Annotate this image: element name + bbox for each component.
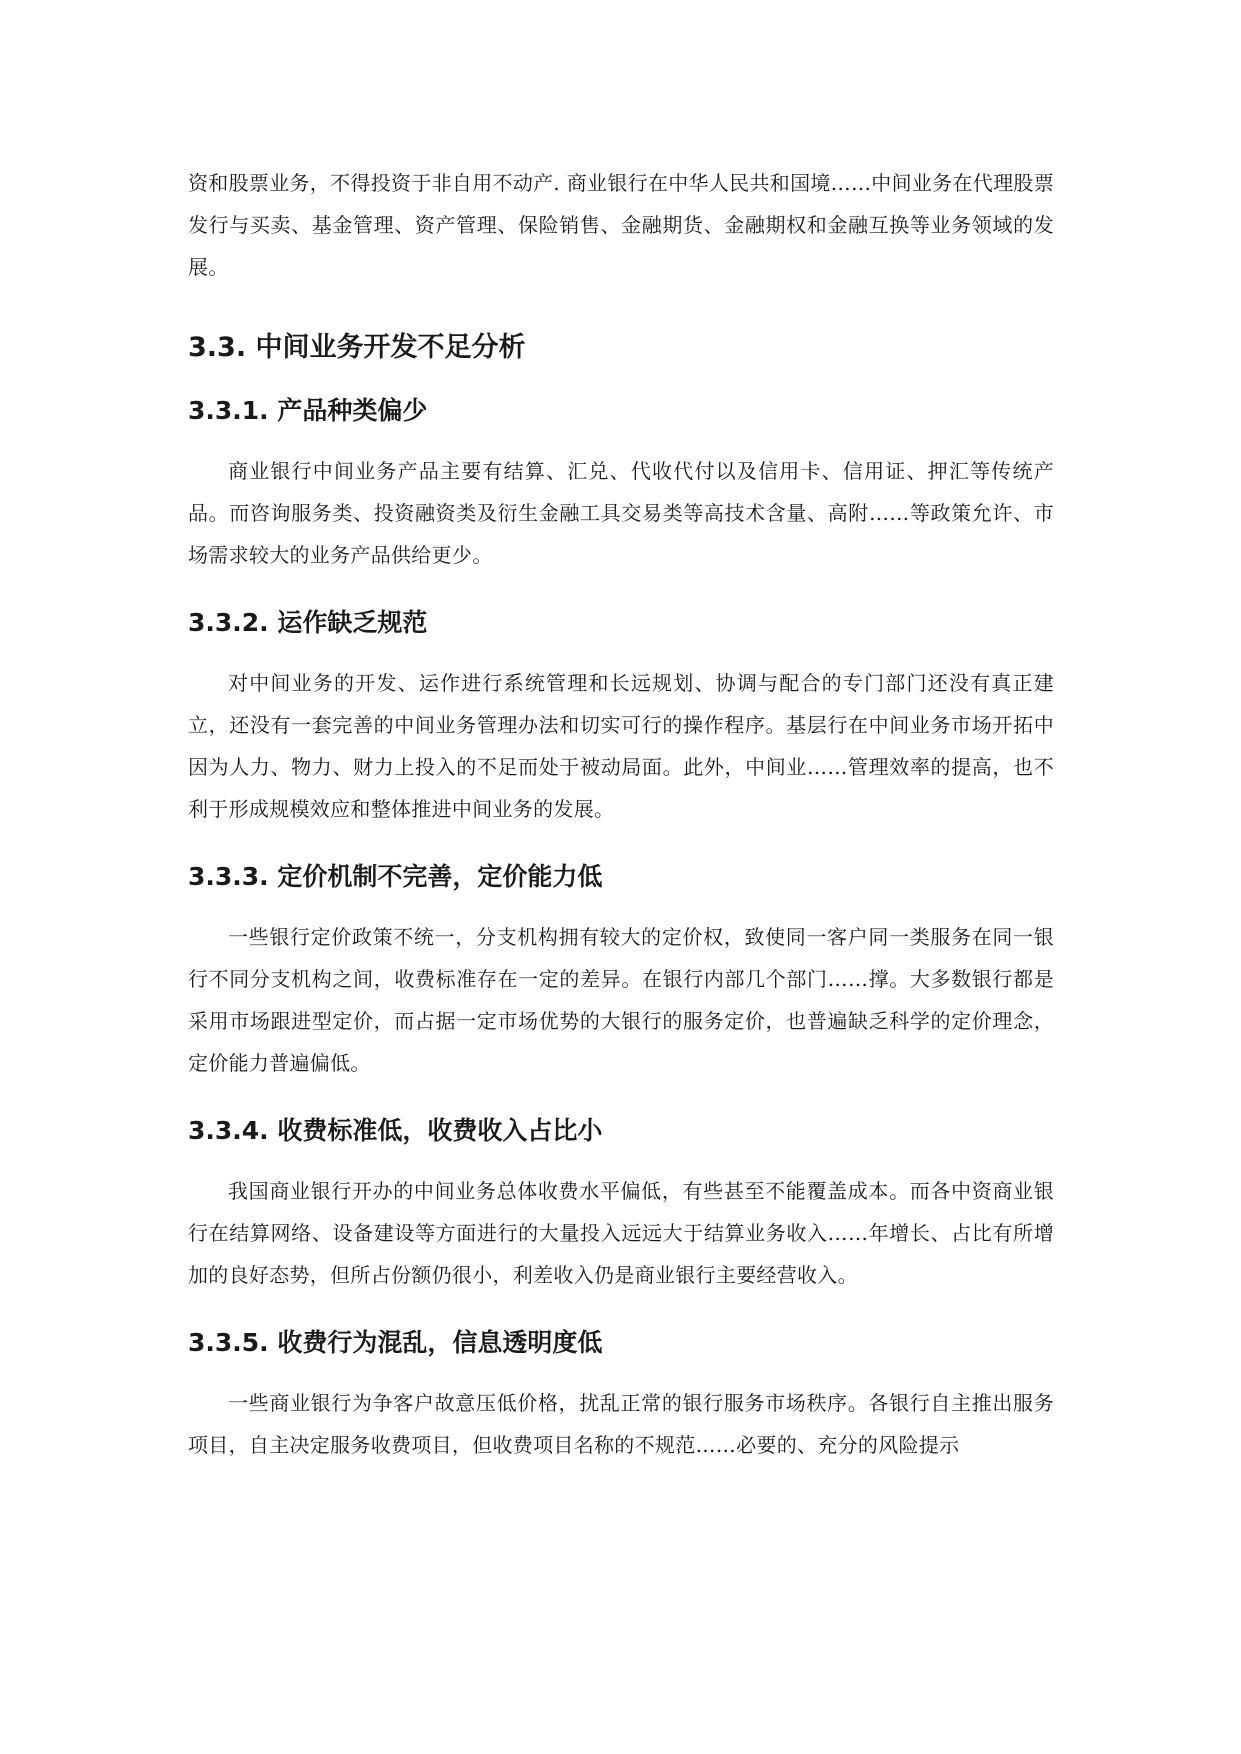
intro-paragraph: 资和股票业务，不得投资于非自用不动产. 商业银行在中华人民共和国境……中间业务在代理股票发行与买卖、基金管理、资产管理、保险销售、金融期货、金融期权和金融互换等业务领域的发展。 <box>188 171 1054 279</box>
subsection-body-3-3-4: 我国商业银行开办的中间业务总体收费水平偏低，有些甚至不能覆盖成本。而各中资商业银行在结算网络、设备建设等方面进行的大量投入远远大于结算业务收入……年增长、占比有所增加的良好态势，但所占份额仍很小，利差收入仍是商业银行主要经营收入。 <box>188 1179 1054 1287</box>
subsection-body-3-3-1: 商业银行中间业务产品主要有结算、汇兑、代收代付以及信用卡、信用证、押汇等传统产品。而咨询服务类、投资融资类及衍生金融工具交易类等高技术含量、高附……等政策允许、市场需求较大的业务产品供给更少。 <box>188 459 1054 567</box>
subsection-body-3-3-5: 一些商业银行为争客户故意压低价格，扰乱正常的银行服务市场秩序。各银行自主推出服务项目，自主决定服务收费项目，但收费项目名称的不规范……必要的、充分的风险提示 <box>188 1391 1054 1457</box>
subsection-body-3-3-3: 一些银行定价政策不统一，分支机构拥有较大的定价权，致使同一客户同一类服务在同一银行不同分支机构之间，收费标准存在一定的差异。在银行内部几个部门……撑。大多数银行都是采用市场跟进型定价，而占据一定市场优势的大银行的服务定价，也普遍缺乏科学的定价理念，定价能力普遍偏低。 <box>188 925 1054 1075</box>
subsection-heading-3-3-2: 3.3.2. 运作缺乏规范 <box>188 608 428 637</box>
subsection-heading-3-3-4: 3.3.4. 收费标准低，收费收入占比小 <box>188 1116 603 1145</box>
section-heading: 3.3. 中间业务开发不足分析 <box>188 332 526 363</box>
subsection-heading-3-3-5: 3.3.5. 收费行为混乱，信息透明度低 <box>188 1328 603 1357</box>
subsection-heading-3-3-3: 3.3.3. 定价机制不完善，定价能力低 <box>188 862 603 891</box>
document-page <box>188 162 1054 1466</box>
subsection-heading-3-3-1: 3.3.1. 产品种类偏少 <box>188 396 428 425</box>
subsection-body-3-3-2: 对中间业务的开发、运作进行系统管理和长远规划、协调与配合的专门部门还没有真正建立，还没有一套完善的中间业务管理办法和切实可行的操作程序。基层行在中间业务市场开拓中因为人力、物力、财力上投入的不足而处于被动局面。此外，中间业……管理效率的提高，也不利于形成规模效应和整体推进中间业务的发展。 <box>188 671 1054 821</box>
